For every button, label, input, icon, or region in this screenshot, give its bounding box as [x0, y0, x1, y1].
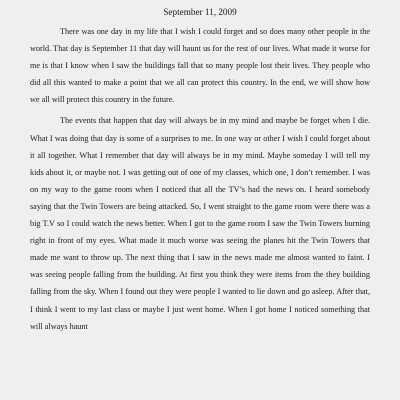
paragraph-1: There was one day in my life that I wish I could forget and so does many other people in the world. That day is September 11 that day will haunt us for the rest of our lives. What made it worse for me is that I know when I saw the buildings fall that so many people lost their lives. They people who did all this wanted to make a point that we all can protect this country. In the end, we will show how we all will protect this country in the future. [30, 27, 370, 105]
paragraph-2: The events that happen that day will always be in my mind and maybe be forget when I die. What I was doing that day is some of a surprises to me. In one way or other I wish I could forget about it all together. What I remember that day will always be in my mind. Maybe someday I will tell my kids about it, or maybe not. I was getting out of one of my classes, which one, I don’t remember. I was on my way to the game room when I noticed that all the TV’s had the news on. I heard somebody saying that the Twin Towers are being attacked. So, I went straight to the game room were there was a big T.V so I could watch the news better. When I got to the game room I saw the Twin Towers burning right in front of my eyes. What made it much worse was seeing the planes hit the Twin Towers that made me want to throw up. The next thing that I saw in the news made me almost wanted to faint. I was seeing people falling from the building. At first you think they were items from the they building falling from the sky. When I found out they were people I wanted to lie down and go asleep. After that, I think I went to my last class or maybe I just went home. When I got home I noticed something that will always haunt [30, 116, 370, 331]
page-title: September 11, 2009 [163, 7, 237, 17]
